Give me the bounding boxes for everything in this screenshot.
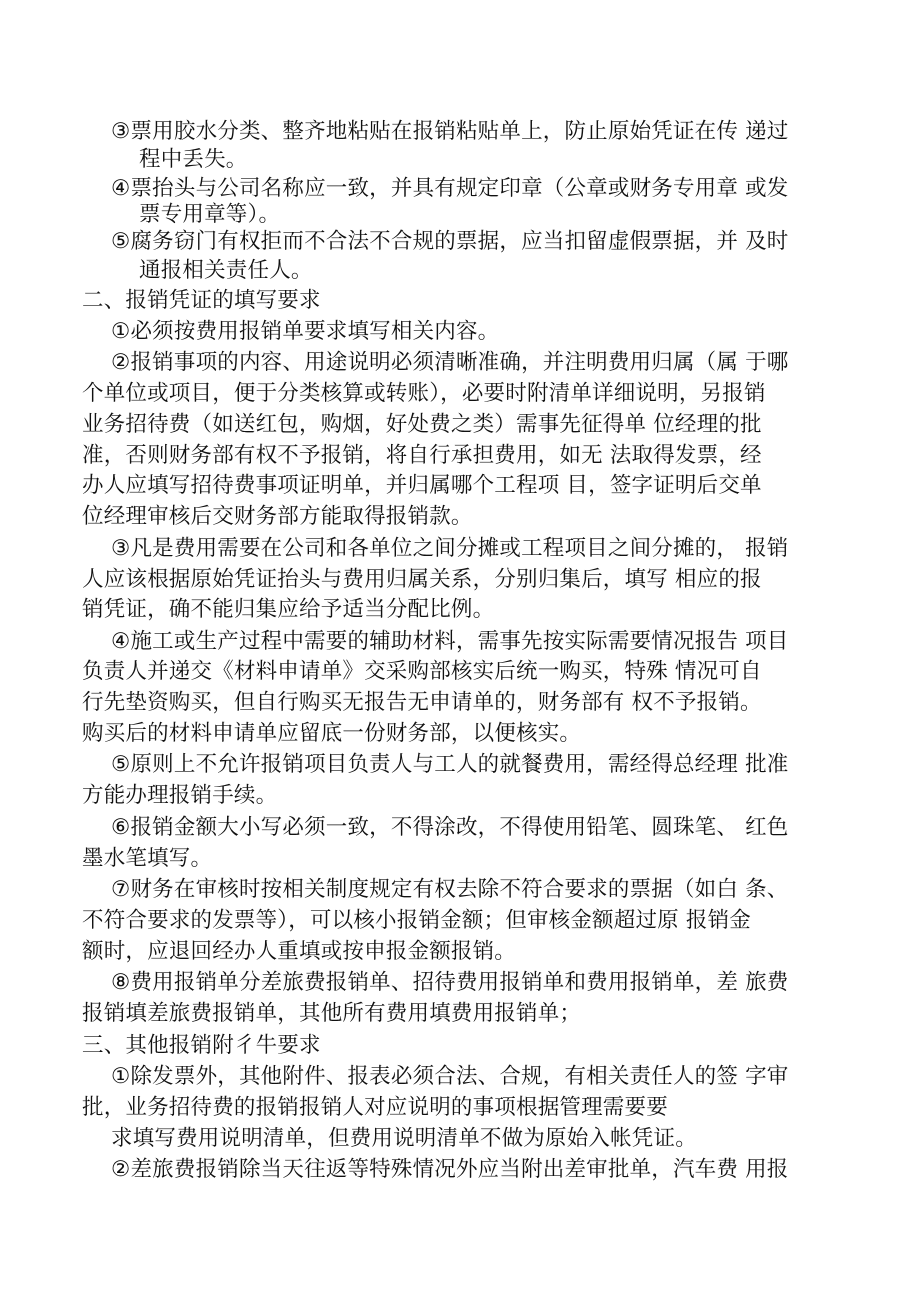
text-line: 不符合要求的发票等），可以核小报销金额；但审核金额超过原 报销金	[82, 908, 751, 933]
text-line: ④施工或生产过程中需要的辅助材料，需事先按实际需要情况报告 项目	[111, 629, 789, 654]
text-line: 个单位或项目，便于分类核算或转账），必要时附清单详细说明，另报销	[82, 381, 766, 406]
text-line: 墨水笔填写。	[82, 846, 213, 871]
text-line: 批，业务招待费的报销报销人对应说明的事项根据管理需要要	[82, 1095, 668, 1120]
text-line: ③凡是费用需要在公司和各单位之间分摊或工程项目之间分摊的， 报销	[111, 536, 789, 561]
section-heading: 三、其他报销附彳牛要求	[82, 1033, 321, 1058]
text-line: ⑤原则上不允许报销项目负责人与工人的就餐费用，需经得总经理 批准	[111, 752, 789, 777]
text-line: ⑥报销金额大小写必须一致，不得涂改，不得使用铅笔、圆珠笔、 红色	[111, 815, 789, 840]
text-line: 准，否则财务部有权不予报销，将自行承担费用，如无 法取得发票，经	[82, 443, 762, 468]
text-line: ⑧费用报销单分差旅费报销单、招待费用报销单和费用报销单，差 旅费	[111, 970, 789, 995]
text-line: 报销填差旅费报销单，其他所有费用填费用报销单；	[82, 1001, 582, 1026]
text-line: 位经理审核后交财务部方能取得报销款。	[82, 504, 473, 529]
section-heading: 二、报销凭证的填写要求	[82, 288, 321, 313]
text-line: ①除发票外，其他附件、报表必须合法、合规，有相关责任人的签 字审	[111, 1064, 789, 1089]
text-line: ①必须按费用报销单要求填写相关内容。	[111, 319, 500, 344]
text-line: ②差旅费报销除当天往返等特殊情况外应当附出差审批单，汽车费 用报	[111, 1157, 789, 1182]
text-line: ④票抬头与公司名称应一致，并具有规定印章（公章或财务专用章 或发	[111, 176, 789, 201]
text-line: 程中丢失。	[139, 147, 248, 172]
text-line: 行先垫资购买，但自行购买无报告无申请单的，财务部有 权不予报销。	[82, 690, 762, 715]
text-line: 通报相关责任人。	[139, 258, 313, 283]
text-line: 业务招待费（如送红包，购烟，好处费之类）需事先征得单 位经理的批	[82, 412, 762, 437]
text-line: ⑦财务在审核时按相关制度规定有权去除不符合要求的票据（如白 条、	[111, 877, 789, 902]
text-line: 负责人并递交《材料申请单》交采购部核实后统一购买，特殊 情况可自	[82, 659, 762, 684]
text-line: ②报销事项的内容、用途说明必须清晰准确，并注明费用归属（属 于哪	[111, 350, 789, 375]
text-line: 额时，应退回经办人重填或按申报金额报销。	[82, 939, 517, 964]
text-line: 方能办理报销手续。	[82, 783, 278, 808]
text-line: 票专用章等）。	[139, 202, 281, 227]
text-line: ③票用胶水分类、整齐地粘贴在报销粘贴单上，防止原始凭证在传 递过	[111, 119, 789, 144]
text-line: ⑤腐务窃门有权拒而不合法不合规的票据，应当扣留虚假票据，并 及时	[111, 229, 789, 254]
text-line: 求填写费用说明清单，但费用说明清单不做为原始入帐凭证。	[111, 1126, 697, 1151]
text-line: 人应该根据原始凭证抬头与费用归属关系，分别归集后，填写 相应的报	[82, 567, 762, 592]
text-line: 销凭证，确不能归集应给予适当分配比例。	[82, 597, 495, 622]
text-line: 购买后的材料申请单应留底一份财务部，以便核实。	[82, 721, 582, 746]
text-line: 办人应填写招待费事项证明单，并归属哪个工程项 目，签字证明后交单	[82, 473, 762, 498]
